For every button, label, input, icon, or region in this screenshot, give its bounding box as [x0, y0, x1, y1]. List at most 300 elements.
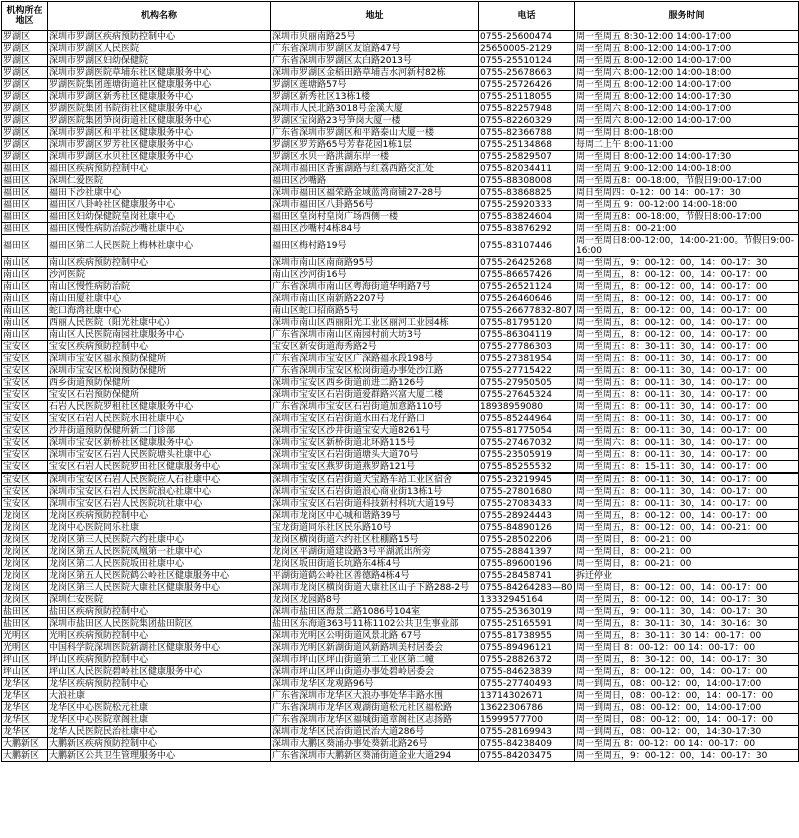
- cell-hours: 周一至周六 8:00-12:00 14:00-17:00: [575, 103, 799, 115]
- cell-name: 蛇口海湾社康中心: [48, 305, 271, 317]
- cell-hours: 周一到周五，08：00-12：00，14:30-17:30: [575, 726, 799, 738]
- cell-address: 深圳市人民北路3018号金溪大厦: [271, 103, 479, 115]
- cell-address: 广东省深圳市南山区南园村前大坊3号: [271, 329, 479, 341]
- cell-address: 广东省深圳市罗湖区友谊路47号: [271, 43, 479, 55]
- cell-address: 深圳市福田区八卦路56号: [271, 199, 479, 211]
- cell-hours: 周一至周五：8：15-11：30，14：00-17：00: [575, 461, 799, 474]
- cell-hours: 周一至周日，8：00-21：00: [575, 534, 799, 546]
- cell-phone: 0755-23505919: [479, 449, 575, 461]
- table-row: [2, 726, 799, 738]
- table-row: [2, 449, 799, 461]
- cell-phone: 0755-26460646: [479, 293, 575, 305]
- cell-phone: 18938959080: [479, 401, 575, 413]
- cell-phone: 0755-25726426: [479, 79, 575, 91]
- cell-address: 深圳市大鹏区葵涌办事处葵新北路26号: [271, 738, 479, 750]
- cell-phone: 0755-83876292: [479, 223, 575, 235]
- cell-hours: 周一至周五 9:00-12:00 14:00-18:00: [575, 163, 799, 175]
- cell-region: 龙华区: [2, 726, 48, 738]
- table-row: [2, 534, 799, 546]
- cell-region: 罗湖区: [2, 55, 48, 67]
- cell-region: 龙岗区: [2, 522, 48, 534]
- cell-region: 罗湖区: [2, 103, 48, 115]
- cell-phone: 0755-27740493: [479, 678, 575, 690]
- cell-hours: 周一至周五，9：00-12：00，14：00-17：30: [575, 750, 799, 762]
- cell-region: 宝安区: [2, 365, 48, 377]
- cell-region: 宝安区: [2, 486, 48, 498]
- cell-region: 宝安区: [2, 449, 48, 461]
- table-row: [2, 281, 799, 293]
- cell-hours: 周一至周五：8：00-11：30，14：00-17：00: [575, 413, 799, 425]
- table-row: [2, 654, 799, 666]
- cell-address: 深圳市龙岗区中心城和谐路39号: [271, 510, 479, 522]
- cell-phone: 25650005-2129: [479, 43, 575, 55]
- cell-region: 罗湖区: [2, 127, 48, 139]
- cell-region: 福田区: [2, 187, 48, 199]
- cell-name: 龙岗中心医院同乐社康: [48, 522, 271, 534]
- cell-region: 光明区: [2, 642, 48, 654]
- table-row: [2, 702, 799, 714]
- cell-address: 广东省深圳市大鹏新区葵涌街道金业大道294: [271, 750, 479, 762]
- cell-hours: 周一至周五：8：00-11：30，14：00-17：00: [575, 389, 799, 401]
- cell-name: 深圳市宝安区松岗预防保健所: [48, 365, 271, 377]
- cell-address: 深圳市南山区南新路2207号: [271, 293, 479, 305]
- cell-name: 宝安区疾病预防控制中心: [48, 341, 271, 353]
- cell-region: 罗湖区: [2, 151, 48, 163]
- cell-hours: 周一至周日，8：00-21：00: [575, 546, 799, 558]
- header-name: 机构名称: [48, 2, 271, 31]
- cell-name: 龙岗区疾病预防控制中心: [48, 510, 271, 522]
- cell-address: 深圳市宝安区石岩街道科技新村科坑大道19号: [271, 498, 479, 510]
- cell-hours: 周一至周五：8：00-11：30，14：00-17：00: [575, 425, 799, 437]
- cell-region: 南山区: [2, 329, 48, 341]
- cell-hours: 拆迁停业: [575, 570, 799, 582]
- cell-address: 深圳市宝安区石岩街道爱群路兴富大厦二楼: [271, 389, 479, 401]
- cell-hours: 周一至周五：8：00-11：30，14：00-17：00: [575, 498, 799, 510]
- cell-phone: 0755-85244964: [479, 413, 575, 425]
- cell-address: 广东省深圳市罗湖区太白路2013号: [271, 55, 479, 67]
- cell-region: 南山区: [2, 257, 48, 269]
- cell-address: 深圳市福田区香蜜湖路与红荔西路交汇处: [271, 163, 479, 175]
- table-row: [2, 175, 799, 187]
- cell-address: 深圳市南山区南商路95号: [271, 257, 479, 269]
- cell-name: 宝安区石岩人民医院罗田社区健康服务中心: [48, 461, 271, 474]
- cell-address: 深圳市光明区新湖街道风新路圳美村居委会: [271, 642, 479, 654]
- cell-name: 南山区人民医院南园社康服务中心: [48, 329, 271, 341]
- cell-name: 福田区第二人民医院上梅林社康中心: [48, 235, 271, 257]
- table-row: [2, 389, 799, 401]
- cell-name: 龙华人民医院民治社康中心: [48, 726, 271, 738]
- cell-hours: 周一至周五 8:00-12:00 14:00-17:30: [575, 91, 799, 103]
- cell-hours: 周一至周日，08：00-12：00，14：00-17：00: [575, 690, 799, 702]
- cell-phone: 0755-25510124: [479, 55, 575, 67]
- cell-address: 福田区沙嘴路: [271, 175, 479, 187]
- cell-phone: 0755-25118055: [479, 91, 575, 103]
- cell-address: 罗湖区莲塘路57号: [271, 79, 479, 91]
- cell-name: 龙岗区第二人民医院坂田社康中心: [48, 558, 271, 570]
- cell-address: 深圳市宝安区石岩街道水田石龙仔路口: [271, 413, 479, 425]
- cell-address: 南山区沙河街16号: [271, 269, 479, 281]
- cell-hours: 周一至周五，9：00-11：30，14：00-17：30: [575, 606, 799, 618]
- cell-address: 龙岗区平湖街道建设路3号平湖派出所旁: [271, 546, 479, 558]
- cell-name: 坪山区疾病预防控制中心: [48, 654, 271, 666]
- cell-region: 福田区: [2, 223, 48, 235]
- cell-address: 广东省深圳市宝安区石岩街道加意路110号: [271, 401, 479, 413]
- table-row: [2, 546, 799, 558]
- table-row: [2, 329, 799, 341]
- cell-hours: 周一至周五：8：30-11：30，14：00-17：00: [575, 341, 799, 353]
- cell-phone: 0755-89496121: [479, 642, 575, 654]
- cell-address: 平湖街道鹤公岭社区善德路4栋4号: [271, 570, 479, 582]
- cell-name: 盐田区疾病预防控制中心: [48, 606, 271, 618]
- table-row: [2, 510, 799, 522]
- cell-name: 福田下沙社康中心: [48, 187, 271, 199]
- cell-hours: 周一至周五：8：00-11：30，14：00-17：00: [575, 365, 799, 377]
- cell-phone: 0755-89600196: [479, 558, 575, 570]
- cell-name: 福田区慢性病防治院沙嘴社康中心: [48, 223, 271, 235]
- table-row: [2, 365, 799, 377]
- cell-hours: 周一至周五：8：00-11：30，14：00-17：00: [575, 486, 799, 498]
- cell-address: 罗湖区水贝一路洪湖东岸一楼: [271, 151, 479, 163]
- cell-hours: 周一至周五8：00-21:00: [575, 223, 799, 235]
- cell-address: 宝龙街道同乐社区民乐路10号: [271, 522, 479, 534]
- cell-phone: 0755-27786303: [479, 341, 575, 353]
- cell-region: 龙岗区: [2, 510, 48, 522]
- cell-region: 龙岗区: [2, 582, 48, 594]
- cell-region: 南山区: [2, 281, 48, 293]
- cell-address: 深圳市罗湖区金稻田路草埔吉水河新村82栋: [271, 67, 479, 79]
- cell-address: 深圳市龙岗区横岗街道大康社区山子下路288-2号: [271, 582, 479, 594]
- cell-phone: 0755-81738955: [479, 630, 575, 642]
- cell-region: 宝安区: [2, 341, 48, 353]
- cell-phone: 0755-88308008: [479, 175, 575, 187]
- table-row: [2, 103, 799, 115]
- cell-address: 福田区皇岗村皇岗广场西侧一楼: [271, 211, 479, 223]
- cell-address: 福田区梅村路19号: [271, 235, 479, 257]
- cell-phone: 0755-26521124: [479, 281, 575, 293]
- cell-phone: 0755-26677832-807: [479, 305, 575, 317]
- table-row: [2, 714, 799, 726]
- cell-name: 罗湖医院集团莲塘街道社区健康服务中心: [48, 79, 271, 91]
- cell-phone: 0755-25363019: [479, 606, 575, 618]
- cell-address: 深圳市坪山区坪山街道办事处碧岭居委会: [271, 666, 479, 678]
- cell-region: 宝安区: [2, 437, 48, 449]
- cell-region: 南山区: [2, 293, 48, 305]
- cell-region: 南山区: [2, 269, 48, 281]
- cell-region: 宝安区: [2, 353, 48, 365]
- cell-hours: 周一至周五 8:00-12:00 14:00-17:00: [575, 79, 799, 91]
- cell-phone: 0755-83107446: [479, 235, 575, 257]
- cell-hours: 周一至周五，8：30-12：00，14：00-17：30: [575, 654, 799, 666]
- cell-hours: 周一至周五，8：00-12：00，14：00-17：00: [575, 317, 799, 329]
- cell-region: 罗湖区: [2, 31, 48, 43]
- cell-region: 罗湖区: [2, 139, 48, 151]
- cell-name: 深圳市罗湖医院草埔东社区健康服务中心: [48, 67, 271, 79]
- cell-name: 大鹏新区公共卫生管理服务中心: [48, 750, 271, 762]
- cell-name: 龙岗区第五人民医院鹤公岭社区健康服务中心: [48, 570, 271, 582]
- table-row: [2, 498, 799, 510]
- cell-name: 深圳市罗湖区罗芳社区健康服务中心: [48, 139, 271, 151]
- table-row: [2, 425, 799, 437]
- table-row: [2, 618, 799, 630]
- cell-hours: 周一至周日，8：00-21：00: [575, 558, 799, 570]
- cell-phone: 0755-25920333: [479, 199, 575, 211]
- cell-address: 广东省深圳市罗湖区和平路泰山大厦一楼: [271, 127, 479, 139]
- cell-name: 深圳市罗湖区妇幼保健院: [48, 55, 271, 67]
- cell-phone: 0755-82257948: [479, 103, 575, 115]
- cell-address: 深圳市宝安区西乡街道前进二路126号: [271, 377, 479, 389]
- header-row: [2, 2, 799, 31]
- header-hours: 服务时间: [575, 2, 799, 31]
- table-row: [2, 43, 799, 55]
- table-row: [2, 558, 799, 570]
- cell-name: 深圳市宝安区新桥社区健康服务中心: [48, 437, 271, 449]
- table-row: [2, 570, 799, 582]
- table-row: [2, 678, 799, 690]
- table-row: [2, 211, 799, 223]
- table-row: [2, 522, 799, 534]
- cell-name: 深圳市宝安区石岩人民医院应人石社康中心: [48, 473, 271, 486]
- cell-name: 西乡街道预防保健所: [48, 377, 271, 389]
- cell-name: 深圳仁爱医院: [48, 175, 271, 187]
- cell-address: 广东省深圳市龙华区大浪办事处华丰路水围: [271, 690, 479, 702]
- cell-address: 罗湖区宝岗路23号笋岗大厦一楼: [271, 115, 479, 127]
- cell-phone: 0755-84890126: [479, 522, 575, 534]
- cell-address: 深圳市宝安区石岩街道浪心商业街13栋1号: [271, 486, 479, 498]
- cell-address: 深圳市龙华区民治街道民治大道286号: [271, 726, 479, 738]
- table-row: [2, 582, 799, 594]
- table-row: [2, 738, 799, 750]
- cell-address: 龙岗区龙园路8号: [271, 594, 479, 606]
- cell-hours: 周一至周五 8:30-12:00 14:00-17:00: [575, 31, 799, 43]
- cell-region: 福田区: [2, 199, 48, 211]
- table-row: [2, 690, 799, 702]
- cell-name: 罗湖医院集团书院街社区健康服务中心: [48, 103, 271, 115]
- table-row: [2, 163, 799, 175]
- cell-phone: 0755-27715422: [479, 365, 575, 377]
- cell-name: 深圳市罗湖区人民医院: [48, 43, 271, 55]
- cell-phone: 0755-28841397: [479, 546, 575, 558]
- cell-phone: 0755-26425268: [479, 257, 575, 269]
- cell-phone: 0755-27467032: [479, 437, 575, 449]
- cell-address: 广东省深圳市宝安区松岗街道办事处沙江路: [271, 365, 479, 377]
- cell-phone: 0755-28169943: [479, 726, 575, 738]
- cell-phone: 0755-23219945: [479, 473, 575, 486]
- cell-region: 宝安区: [2, 473, 48, 486]
- cell-phone: 0755-27083433: [479, 498, 575, 510]
- cell-address: 深圳市宝安区燕罗街道燕罗路121号: [271, 461, 479, 474]
- cell-hours: 周一至周五，8：00-12：00，14：00-17：00: [575, 329, 799, 341]
- cell-region: 福田区: [2, 175, 48, 187]
- cell-region: 宝安区: [2, 389, 48, 401]
- cell-address: 广东省深圳市宝安区广深路福永段198号: [271, 353, 479, 365]
- table-row: [2, 461, 799, 474]
- cell-address: 广东省深圳市龙华区观湖街道松元社区福松路: [271, 702, 479, 714]
- cell-address: 罗湖区罗芳路65号芳春花园1栋1层: [271, 139, 479, 151]
- cell-hours: 每周二上午 8:00-11:00: [575, 139, 799, 151]
- cell-name: 深圳市罗湖区水贝社区健康服务中心: [48, 151, 271, 163]
- cell-region: 宝安区: [2, 377, 48, 389]
- cell-region: 龙华区: [2, 702, 48, 714]
- cell-hours: 周一至周六 8:00-12:00 14:00-17:00: [575, 115, 799, 127]
- table-row: [2, 341, 799, 353]
- cell-phone: 0755-83824604: [479, 211, 575, 223]
- table-row: [2, 377, 799, 389]
- cell-address: 广东省深圳市龙华区福城街道章阁社区志扬路: [271, 714, 479, 726]
- cell-region: 宝安区: [2, 425, 48, 437]
- cell-phone: 0755-81775054: [479, 425, 575, 437]
- header-phone: 电话: [479, 2, 575, 31]
- table-row: [2, 642, 799, 654]
- table-row: [2, 666, 799, 678]
- cell-address: 深圳市宝安区沙井街道宝安大道8261号: [271, 425, 479, 437]
- cell-region: 龙岗区: [2, 558, 48, 570]
- cell-region: 龙岗区: [2, 570, 48, 582]
- table-row: [2, 317, 799, 329]
- cell-region: 龙华区: [2, 690, 48, 702]
- cell-region: 罗湖区: [2, 67, 48, 79]
- cell-region: 龙岗区: [2, 594, 48, 606]
- cell-region: 光明区: [2, 630, 48, 642]
- cell-address: 深圳市盐田区海景二路1086号104室: [271, 606, 479, 618]
- cell-region: 龙华区: [2, 714, 48, 726]
- cell-hours: 周一至周五 9：00-12:00 14:00-18:00: [575, 199, 799, 211]
- cell-region: 坪山区: [2, 666, 48, 678]
- cell-hours: 周一至周日 8:00-12:00 14:00-17:30: [575, 151, 799, 163]
- cell-phone: 13714302671: [479, 690, 575, 702]
- cell-name: 深圳市罗湖区和平社区健康服务中心: [48, 127, 271, 139]
- table-row: [2, 127, 799, 139]
- cell-hours: 周一至周日8:00-12:00，14:00-21:00。节假日9:00-16:00: [575, 235, 799, 257]
- cell-hours: 周一至周日 8:00-18:00: [575, 127, 799, 139]
- cell-address: 罗湖区新秀社区13栋1楼: [271, 91, 479, 103]
- header-address: 地址: [271, 2, 479, 31]
- cell-hours: 周一至周五 8：00-12：00 14：00-17：00: [575, 738, 799, 750]
- cell-phone: 0755-86657426: [479, 269, 575, 281]
- cell-address: 深圳市龙华区龙观路96号: [271, 678, 479, 690]
- cell-hours: 周一至周五，8：30-11：30，14：30-16：30: [575, 618, 799, 630]
- cell-region: 坪山区: [2, 654, 48, 666]
- cell-hours: 周一到周五，08：00-12：00，14:00-17:00: [575, 702, 799, 714]
- table-row: [2, 55, 799, 67]
- cell-name: 宝安区石岩预防保健所: [48, 389, 271, 401]
- cell-region: 宝安区: [2, 498, 48, 510]
- cell-hours: 周日至周四：0-12：00 14：00-17：30: [575, 187, 799, 199]
- cell-address: 深圳市贝丽南路25号: [271, 31, 479, 43]
- cell-region: 福田区: [2, 163, 48, 175]
- cell-hours: 周一至周五：8：00-11：30，14：00-17：00: [575, 473, 799, 486]
- table-row: [2, 139, 799, 151]
- cell-phone: 0755-82034411: [479, 163, 575, 175]
- cell-phone: 13332945164: [479, 594, 575, 606]
- header-region: 机构所在地区: [2, 2, 48, 31]
- cell-hours: 周一至周五，8：00-12：00，14：00-21：00: [575, 522, 799, 534]
- table-row: [2, 750, 799, 762]
- cell-region: 福田区: [2, 235, 48, 257]
- cell-region: 盐田区: [2, 618, 48, 630]
- cell-phone: 0755-25165591: [479, 618, 575, 630]
- cell-hours: 周一至周五8：00-18:00，节假日9:00-17:00: [575, 175, 799, 187]
- table-row: [2, 486, 799, 498]
- cell-address: 福田区沙嘴村4栋84号: [271, 223, 479, 235]
- cell-hours: 周一至周五8：00-18:00，节假日8:00-17:00: [575, 211, 799, 223]
- table-row: [2, 67, 799, 79]
- cell-name: 龙华区中心医院松元社康: [48, 702, 271, 714]
- table-row: [2, 223, 799, 235]
- cell-name: 福田区八卦岭社区健康服务中心: [48, 199, 271, 211]
- cell-hours: 周一至周五 8:00-12:00 14:00-17:00: [575, 43, 799, 55]
- cell-name: 坪山区人民医院碧岭社区健康服务中心: [48, 666, 271, 678]
- cell-phone: 0755-25678663: [479, 67, 575, 79]
- cell-name: 深圳市罗湖区新秀社区健康服务中心: [48, 91, 271, 103]
- cell-phone: 0755-25600474: [479, 31, 575, 43]
- cell-phone: 0755-27645324: [479, 389, 575, 401]
- cell-phone: 0755-27381954: [479, 353, 575, 365]
- cell-address: 南山区蛇口招商路5号: [271, 305, 479, 317]
- table-row: [2, 353, 799, 365]
- cell-hours: 周一至周五，8：00-12：00，14：00-17：00: [575, 269, 799, 281]
- cell-address: 深圳市光明区公明街道风景北路 67号: [271, 630, 479, 642]
- cell-hours: 周一至周日，08：00-12：00，14：00-17：00: [575, 714, 799, 726]
- cell-name: 龙岗区第三人民医院大康社区健康服务中心: [48, 582, 271, 594]
- cell-hours: 周一至周五：8：00-11：30，14：00-17：00: [575, 401, 799, 413]
- cell-region: 罗湖区: [2, 43, 48, 55]
- cell-hours: 周一至周五，9：00-12：00，14：00-17：30: [575, 257, 799, 269]
- clinic-directory-table: [1, 1, 799, 762]
- cell-hours: 周一至周日 8：00-12：00 14：00-17：00: [575, 642, 799, 654]
- cell-phone: 0755-25134868: [479, 139, 575, 151]
- table-body: [2, 31, 799, 762]
- cell-name: 光明区疾病预防控制中心: [48, 630, 271, 642]
- cell-region: 宝安区: [2, 401, 48, 413]
- cell-name: 福田区妇幼保健院皇岗社康中心: [48, 211, 271, 223]
- cell-hours: 周一至周五：8：00-11：30，14：00-17：00: [575, 377, 799, 389]
- cell-hours: 周一至周五，8：00-12：00，14：00-17：00: [575, 510, 799, 522]
- cell-hours: 周一至周五，8：00-12：00，14：00-17：00: [575, 281, 799, 293]
- cell-region: 罗湖区: [2, 115, 48, 127]
- cell-hours: 周一至周五，8：00-12：00，14：00-17：00: [575, 293, 799, 305]
- table-row: [2, 437, 799, 449]
- cell-name: 大浪社康: [48, 690, 271, 702]
- cell-phone: 0755-28826372: [479, 654, 575, 666]
- table-row: [2, 293, 799, 305]
- cell-name: 南山区疾病预防控制中心: [48, 257, 271, 269]
- cell-phone: 0755-85255532: [479, 461, 575, 474]
- cell-hours: 周一至周六：8：00-11：30，14：00-17：00: [575, 437, 799, 449]
- cell-address: 深圳市宝安区石岩街道天宝路车站工业区宿舍: [271, 473, 479, 486]
- cell-address: 深圳市宝安区石岩街道塘头大道70号: [271, 449, 479, 461]
- cell-address: 深圳市坪山区坪山街道第二工业区第二幢: [271, 654, 479, 666]
- cell-hours: 周一至周五，8：00-12：00，14：00-17：30: [575, 594, 799, 606]
- cell-name: 沙井街道预防保健所新二门诊部: [48, 425, 271, 437]
- cell-region: 龙岗区: [2, 546, 48, 558]
- cell-address: 深圳市南山区西丽阳光工业区丽河工业园4栋: [271, 317, 479, 329]
- cell-region: 盐田区: [2, 606, 48, 618]
- cell-hours: 周一至周五，8：00-12：00，14：00-17：00: [575, 305, 799, 317]
- table-row: [2, 473, 799, 486]
- table-row: [2, 606, 799, 618]
- cell-name: 龙华区中心医院章阁社康: [48, 714, 271, 726]
- table-row: [2, 31, 799, 43]
- cell-name: 龙华区疾病预防控制中心: [48, 678, 271, 690]
- cell-address: 龙岗区坂田街道长坑路东4栋4号: [271, 558, 479, 570]
- cell-phone: 15999577700: [479, 714, 575, 726]
- table-row: [2, 115, 799, 127]
- cell-region: 大鹏新区: [2, 738, 48, 750]
- cell-phone: 0755-84623839: [479, 666, 575, 678]
- cell-hours: 周一至周五：8：00-11：30，14：00-17：00: [575, 353, 799, 365]
- cell-name: 宝安区石岩人民医院水田社康中心: [48, 413, 271, 425]
- cell-region: 罗湖区: [2, 91, 48, 103]
